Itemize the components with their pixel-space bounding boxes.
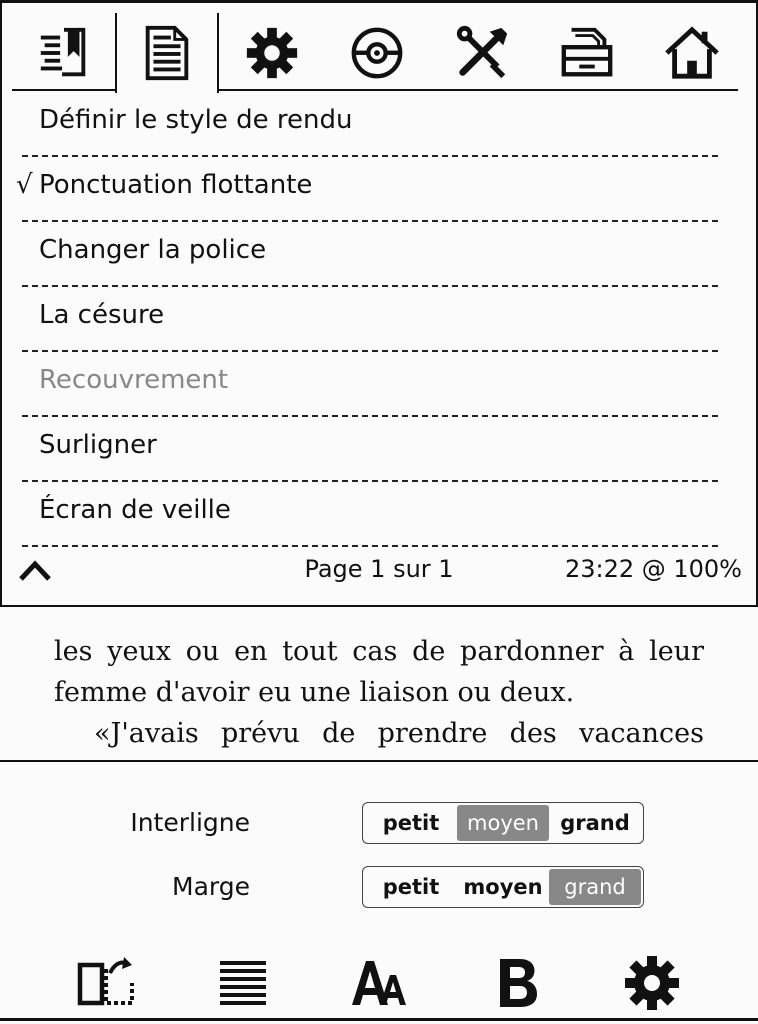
menu-item-label: La césure [39, 300, 165, 330]
menu-tabs [12, 13, 738, 92]
book-line: les yeux ou en tout cas de pardonner à leur [54, 636, 704, 667]
font-size-button[interactable] [348, 951, 412, 1015]
menu-item-highlight[interactable] [22, 416, 718, 482]
tab-bookmarks[interactable] [12, 13, 116, 92]
tab-document[interactable] [115, 13, 219, 93]
line-spacing-medium[interactable]: moyen [457, 805, 549, 841]
line-spacing-small[interactable]: petit [382, 811, 440, 835]
margin-large[interactable]: grand [549, 869, 641, 905]
menu-item-overlap [22, 351, 718, 417]
menu-item-label: Définir le style de rendu [39, 105, 353, 135]
line-spacing-row [0, 802, 758, 846]
line-spacing-large[interactable]: grand [560, 811, 630, 835]
bold-button[interactable] [484, 951, 548, 1015]
line-spacing-selector [362, 802, 644, 844]
menu-item-floating-punctuation[interactable] [16, 156, 718, 222]
gear-icon [622, 953, 682, 1013]
reader-settings-button[interactable] [620, 951, 684, 1015]
bold-icon [486, 953, 546, 1013]
clock-battery-status: 23:22 @ 100% [564, 555, 742, 583]
font-size-icon [350, 953, 410, 1013]
typography-settings [0, 760, 758, 945]
menu-item-label: Recouvrement [39, 365, 229, 395]
bottom-border [0, 1018, 758, 1021]
bookmarks-icon [35, 24, 93, 82]
menu-footer [2, 553, 756, 589]
tab-settings[interactable] [220, 13, 324, 92]
menu-item-change-font[interactable] [22, 221, 718, 287]
check-mark-icon: √ [16, 170, 33, 200]
menu-item-label: Écran de veille [39, 495, 231, 525]
justify-button[interactable] [210, 951, 274, 1015]
tools-icon [453, 24, 511, 82]
menu-item-label: Ponctuation flottante [39, 170, 313, 200]
page-indicator: Page 1 sur 1 [304, 555, 454, 583]
menu-item-label: Surligner [39, 430, 157, 460]
margin-selector [362, 866, 644, 908]
menu-item-rendering-style[interactable] [22, 91, 718, 157]
page-layout-icon [76, 953, 136, 1013]
filing-cabinet-icon [558, 24, 616, 82]
book-line: «J'avais prévu de prendre des vacances [94, 718, 704, 749]
book-line: femme d'avoir eu une liaison ou deux. [54, 677, 575, 708]
margin-label: Marge [172, 872, 250, 901]
margin-small[interactable]: petit [382, 875, 440, 899]
menu-item-label: Changer la police [39, 235, 267, 265]
menu-item-screensaver[interactable] [22, 481, 718, 547]
line-spacing-label: Interligne [130, 808, 250, 837]
target-icon [348, 24, 406, 82]
justify-text-icon [212, 953, 272, 1013]
tab-storage[interactable] [535, 13, 639, 92]
home-icon [663, 24, 721, 82]
margin-medium[interactable]: moyen [463, 875, 543, 899]
margin-row [0, 866, 758, 910]
menu-item-hyphenation[interactable] [22, 286, 718, 352]
document-icon [138, 24, 196, 82]
page-layout-button[interactable] [74, 951, 138, 1015]
tab-home[interactable] [640, 13, 744, 92]
bottom-toolbar [0, 943, 758, 1015]
tab-goto[interactable] [325, 13, 429, 92]
tab-tools[interactable] [430, 13, 534, 92]
gear-icon [243, 24, 301, 82]
